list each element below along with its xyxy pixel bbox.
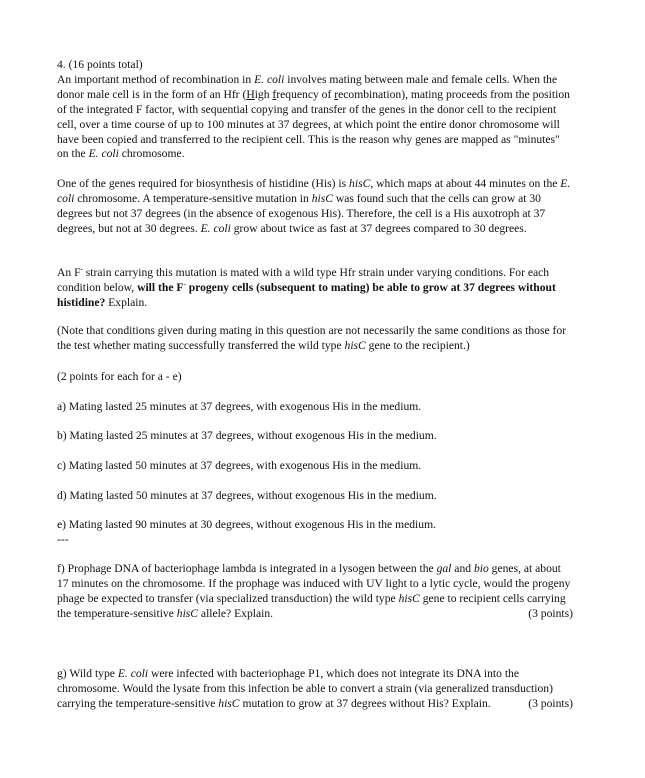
question-g-points: (3 points) — [528, 696, 573, 710]
note-paragraph: (Note that conditions given during mating in this question are not necessarily the same conditions as those for the test whether mating successfully transferred the wild type hisC gene to the recipient.) — [57, 324, 567, 352]
question-header-block — [57, 58, 573, 162]
question-f: f) Prophage DNA of bacteriophage lambda is integrated in a lysogen between the gal and bio genes, at about 17 minutes on the chromosome. If the prophage was induced with UV light to a lytic cycle, would the progeny phage be expected to transfer (via specialized transduction) the wild type hisC gene to recipient cells carrying the temperature-sensitive hisC allele? Explain. (3 points) — [57, 562, 573, 620]
his-paragraph: One of the genes required for biosynthesis of histidine (His) is hisC, which maps at about 44 minutes on the E. coli chromosome. A temperature-sensitive mutation in hisC was found such that the cells can grow at 30 degrees but not 37 degrees (in the absence of exogenous His). Therefore, the cell is a His auxotroph at 37 degrees, but not at 30 degrees. E. coli grow about twice as fast at 37 degrees compared to 30 degrees. — [57, 177, 571, 235]
item-b: b) Mating lasted 25 minutes at 37 degrees, without exogenous His in the medium. — [57, 429, 437, 442]
item-e: e) Mating lasted 90 minutes at 30 degrees, without exogenous His in the medium. — [57, 518, 436, 531]
item-d: d) Mating lasted 50 minutes at 37 degrees, without exogenous His in the medium. — [57, 489, 437, 502]
his-paragraph-block — [57, 177, 573, 237]
question-g: g) Wild type E. coli were infected with bacteriophage P1, which does not integrate its DNA into the chromosome. Would the lysate from this infection be able to convert a strain (via generalized transduction) carrying the temperature-sensitive hisC mutation to grow at 37 degrees without His? Explain. (3 points) — [57, 667, 573, 710]
question-f-points: (3 points) — [528, 606, 573, 620]
item-a-block — [57, 400, 573, 415]
mating-paragraph-block — [57, 266, 573, 311]
points-note: (2 points for each for a - e) — [57, 370, 182, 383]
item-a: a) Mating lasted 25 minutes at 37 degrees, with exogenous His in the medium. — [57, 400, 422, 413]
item-d-block — [57, 489, 573, 504]
question-g-block — [57, 667, 573, 712]
item-c-block — [57, 459, 573, 474]
question-f-block — [57, 562, 573, 622]
intro-paragraph: An important method of recombination in E. coli involves mating between male and female cells. When the donor male cell is in the form of an Hfr (High frequency of recombination), mating proceeds from the position of the integrated F factor, with sequential copying and transfer of the genes in the donor cell to the recipient cell, over a time course of up to 100 minutes at 37 degrees, at which point the entire donor chromosome will have been copied and transferred to the recipient cell. This is the reason why genes are mapped as "minutes" on the E. coli chromosome. — [57, 72, 570, 161]
mating-paragraph: An F- strain carrying this mutation is mated with a wild type Hfr strain under varying conditions. For each condition below, will the F- progeny cells (subsequent to mating) be able to grow at 37 degrees without histidine? Explain. — [57, 265, 556, 309]
item-e-block — [57, 518, 573, 548]
item-b-block — [57, 429, 573, 444]
note-paragraph-block — [57, 324, 573, 354]
separator: --- — [57, 532, 69, 546]
question-header: 4. (16 points total) — [57, 58, 143, 71]
item-c: c) Mating lasted 50 minutes at 37 degrees, with exogenous His in the medium. — [57, 459, 422, 472]
points-note-block — [57, 370, 573, 385]
